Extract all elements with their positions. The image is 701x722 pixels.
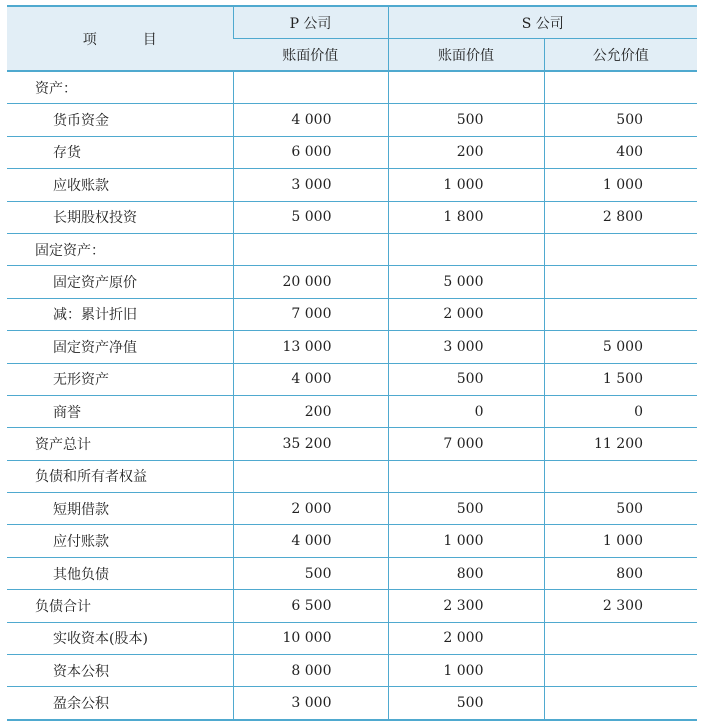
s-book-value-cell <box>388 460 544 492</box>
table-row <box>7 169 697 201</box>
p-book-value-cell <box>233 233 388 265</box>
item-header-char-a: 项 <box>82 31 97 48</box>
s-book-value-cell <box>388 71 544 104</box>
s-fair-value-cell: 500 <box>544 104 697 136</box>
s-fair-value-cell <box>544 460 697 492</box>
s-fair-value-cell: 400 <box>544 136 697 168</box>
s-fair-value-cell: 11 200 <box>544 428 697 460</box>
balance-sheet-table-wrapper <box>7 5 697 721</box>
row-label: 资产总计 <box>7 428 233 460</box>
row-label: 减：累计折旧 <box>7 298 233 330</box>
p-book-value-cell: 3 000 <box>233 169 388 201</box>
p-book-value-cell: 7 000 <box>233 298 388 330</box>
row-label: 商誉 <box>7 395 233 427</box>
table-row <box>7 201 697 233</box>
s-fair-value-cell: 1 000 <box>544 169 697 201</box>
table-body <box>7 71 697 720</box>
p-book-value-cell: 20 000 <box>233 266 388 298</box>
s-fair-value-cell: 500 <box>544 493 697 525</box>
table-row <box>7 266 697 298</box>
table-row <box>7 233 697 265</box>
table-header <box>7 6 697 71</box>
table-row <box>7 104 697 136</box>
s-book-value-cell: 800 <box>388 557 544 589</box>
row-label: 应收账款 <box>7 169 233 201</box>
s-fair-value-cell: 5 000 <box>544 331 697 363</box>
table-row <box>7 525 697 557</box>
table-row <box>7 622 697 654</box>
s-fair-value-cell <box>544 655 697 687</box>
s-book-value-cell: 500 <box>388 493 544 525</box>
table-row <box>7 493 697 525</box>
row-label: 固定资产净值 <box>7 331 233 363</box>
balance-sheet-table <box>7 5 697 721</box>
s-fair-value-cell: 0 <box>544 395 697 427</box>
s-book-value-cell: 500 <box>388 687 544 720</box>
s-fair-value-cell: 1 500 <box>544 363 697 395</box>
p-book-value-cell: 4 000 <box>233 104 388 136</box>
row-label: 固定资产： <box>7 233 233 265</box>
p-book-value-cell: 500 <box>233 557 388 589</box>
table-row <box>7 298 697 330</box>
row-label: 长期股权投资 <box>7 201 233 233</box>
p-book-value-cell: 200 <box>233 395 388 427</box>
p-book-value-cell: 4 000 <box>233 525 388 557</box>
s-book-value-cell: 2 300 <box>388 590 544 622</box>
table-row <box>7 136 697 168</box>
table-row <box>7 395 697 427</box>
row-label: 短期借款 <box>7 493 233 525</box>
p-book-value-cell <box>233 460 388 492</box>
s-book-value-cell: 5 000 <box>388 266 544 298</box>
s-book-value-cell: 1 000 <box>388 655 544 687</box>
p-book-value-cell: 6 000 <box>233 136 388 168</box>
table-row <box>7 590 697 622</box>
table-row <box>7 331 697 363</box>
p-book-value-cell: 3 000 <box>233 687 388 720</box>
row-label: 应付账款 <box>7 525 233 557</box>
row-label: 无形资产 <box>7 363 233 395</box>
p-book-value-cell: 13 000 <box>233 331 388 363</box>
s-book-value-cell: 1 800 <box>388 201 544 233</box>
row-label: 货币资金 <box>7 104 233 136</box>
s-fair-value-header: 公允价值 <box>544 39 697 72</box>
s-book-value-cell: 2 000 <box>388 622 544 654</box>
p-book-value-cell: 6 500 <box>233 590 388 622</box>
table-row <box>7 687 697 720</box>
s-fair-value-cell <box>544 298 697 330</box>
company-s-header: S 公司 <box>388 6 697 39</box>
table-row <box>7 557 697 589</box>
row-label: 盈余公积 <box>7 687 233 720</box>
row-label: 其他负债 <box>7 557 233 589</box>
s-fair-value-cell <box>544 233 697 265</box>
row-label: 资产： <box>7 71 233 104</box>
p-book-value-cell: 10 000 <box>233 622 388 654</box>
s-book-value-cell: 500 <box>388 363 544 395</box>
p-book-value-cell: 5 000 <box>233 201 388 233</box>
row-label: 负债合计 <box>7 590 233 622</box>
p-book-value-cell: 2 000 <box>233 493 388 525</box>
s-fair-value-cell <box>544 687 697 720</box>
row-label: 存货 <box>7 136 233 168</box>
table-row <box>7 71 697 104</box>
s-book-value-cell: 1 000 <box>388 525 544 557</box>
table-row <box>7 428 697 460</box>
p-book-value-cell: 35 200 <box>233 428 388 460</box>
row-label: 实收资本(股本) <box>7 622 233 654</box>
item-header-char-b: 目 <box>142 31 157 48</box>
s-fair-value-cell: 1 000 <box>544 525 697 557</box>
s-fair-value-cell <box>544 266 697 298</box>
s-fair-value-cell: 2 800 <box>544 201 697 233</box>
s-book-value-cell: 7 000 <box>388 428 544 460</box>
table-row <box>7 460 697 492</box>
s-fair-value-cell <box>544 71 697 104</box>
item-column-header <box>7 6 233 71</box>
row-label: 资本公积 <box>7 655 233 687</box>
table-row <box>7 655 697 687</box>
s-fair-value-cell <box>544 622 697 654</box>
p-book-value-header: 账面价值 <box>233 39 388 72</box>
p-book-value-cell: 4 000 <box>233 363 388 395</box>
s-book-value-header: 账面价值 <box>388 39 544 72</box>
s-book-value-cell: 1 000 <box>388 169 544 201</box>
p-book-value-cell <box>233 71 388 104</box>
company-p-header: P 公司 <box>233 6 388 39</box>
table-row <box>7 363 697 395</box>
p-book-value-cell: 8 000 <box>233 655 388 687</box>
s-fair-value-cell: 2 300 <box>544 590 697 622</box>
s-book-value-cell <box>388 233 544 265</box>
row-label: 固定资产原价 <box>7 266 233 298</box>
s-book-value-cell: 200 <box>388 136 544 168</box>
row-label: 负债和所有者权益 <box>7 460 233 492</box>
header-row-companies <box>7 6 697 39</box>
s-book-value-cell: 500 <box>388 104 544 136</box>
s-fair-value-cell: 800 <box>544 557 697 589</box>
s-book-value-cell: 2 000 <box>388 298 544 330</box>
s-book-value-cell: 0 <box>388 395 544 427</box>
s-book-value-cell: 3 000 <box>388 331 544 363</box>
